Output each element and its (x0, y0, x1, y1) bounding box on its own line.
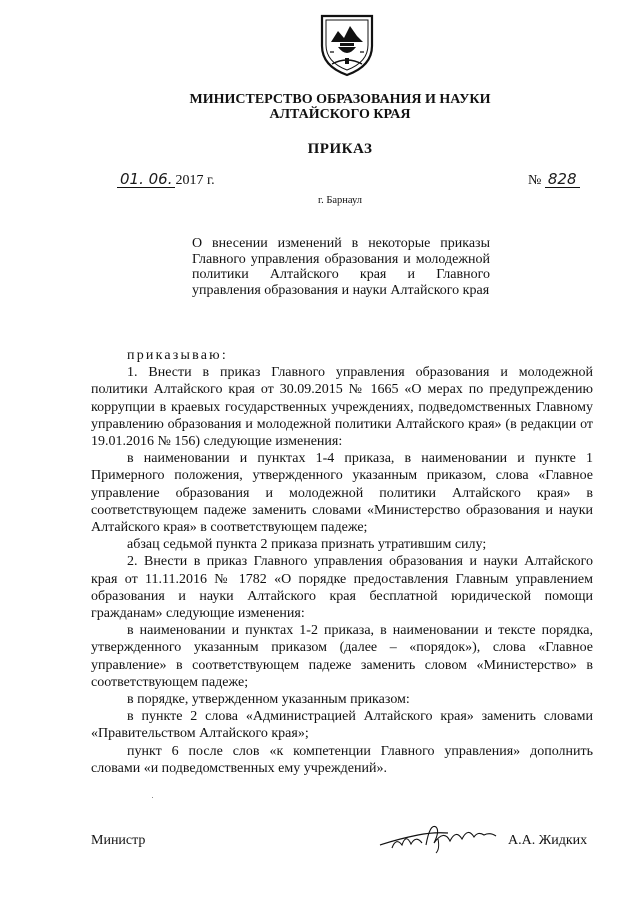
number-prefix: № (528, 173, 542, 188)
document-body (91, 347, 593, 777)
signatory-name: А.А. Жидких (508, 833, 588, 848)
ministry-name-line1: МИНИСТЕРСТВО ОБРАЗОВАНИЯ И НАУКИ (189, 92, 491, 107)
body-paragraph: абзац седьмой пункта 2 приказа признать утратившим силу; (127, 537, 487, 553)
scan-speck (152, 797, 153, 798)
document-date (117, 172, 215, 190)
document-number (528, 172, 580, 190)
handwritten-signature-icon (378, 815, 503, 855)
order-word: приказываю: (127, 348, 228, 363)
body-paragraph: пункт 6 после слов «к компетенции Главного управления» дополнить словами «и подведомственных ему учреждений». (91, 743, 593, 776)
signatory-position: Министр (91, 833, 146, 848)
date-year: 2017 г. (175, 173, 215, 188)
document-subject: О внесении изменений в некоторые приказы Главного управления образования и молодежной политики Алтайского края и Главного управления образования и науки Алтайского края (192, 236, 490, 298)
ministry-name-line2: АЛТАЙСКОГО КРАЯ (269, 107, 411, 122)
coat-of-arms-icon (318, 12, 376, 78)
city-label: г. Барнаул (317, 195, 363, 206)
handwritten-date: 01. 06. (117, 172, 175, 188)
body-paragraph: 2. Внести в приказ Главного управления образования и науки Алтайского края от 11.11.2016 № 1782 «О порядке предоставления Главным управлением образования и науки Алтайского края бесплатной юридической помощи гражданам» следующие изменения: (91, 554, 593, 622)
handwritten-number: 828 (545, 172, 580, 188)
body-paragraph: в пункте 2 слова «Администрацией Алтайского края» заменить словами «Правительством Алтайского края»; (91, 709, 593, 742)
body-paragraph: в наименовании и пунктах 1-4 приказа, в наименовании и пункте 1 Примерного положения, утвержденного указанным приказом, слова «Главное управление образования и молодежной политики Алтайского края» в соответствующем падеже заменить словами «Министерство образования и науки Алтайского края» в соответствующем падеже; (91, 451, 593, 536)
body-paragraph: в порядке, утвержденном указанным приказом: (127, 692, 410, 708)
document-type-title: ПРИКАЗ (307, 141, 373, 157)
body-paragraph: в наименовании и пунктах 1-2 приказа, в наименовании и тексте порядка, утвержденного указанным приказом (далее – «порядок»), слова «Главное управление» в соответствующем падеже заменить словом «Министерство» в соответствующем падеже; (91, 623, 593, 690)
body-paragraph: 1. Внести в приказ Главного управления образования и молодежной политики Алтайского края от 30.09.2015 № 1665 «О мерах по предупреждению коррупции в краевых государственных учреждениях, подведомственных Главному управлению образования и молодежной политики Алтайского края» (в редакции от 19.01.2016 № 156) следующие изменения: (91, 365, 593, 450)
